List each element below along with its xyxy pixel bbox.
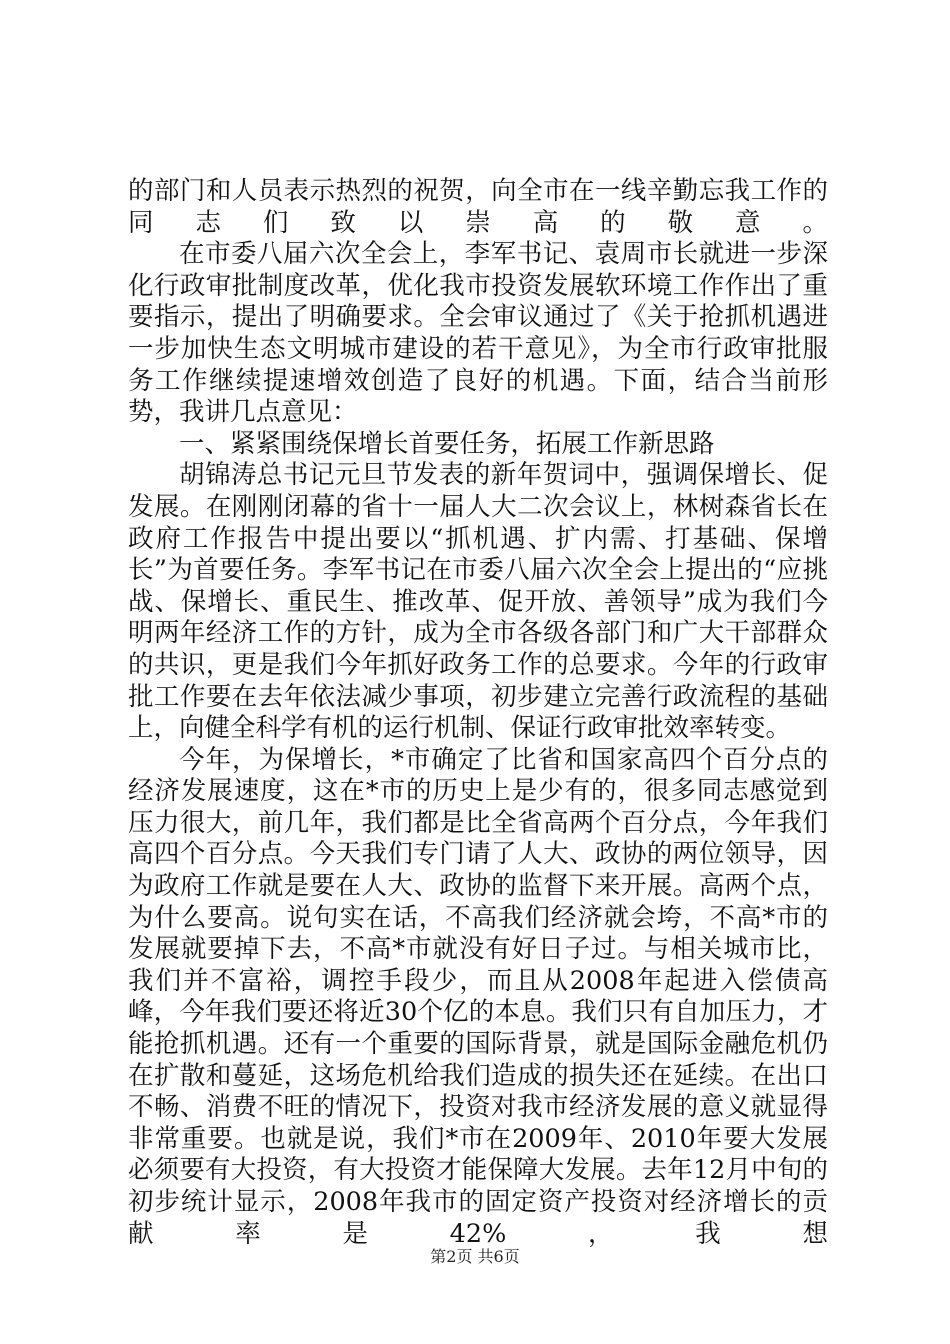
page-number-footer: 第2页 共6页 <box>430 1247 520 1266</box>
paragraph-3: 胡锦涛总书记元旦节发表的新年贺词中，强调保增长、促发展。在刚刚闭幕的省十一届人大二次会议上，林树森省长在政府工作报告中提出要以“抓机遇、扩内需、打基础、保增长”为首要任务。李军书记在市委八届六次全会上提出的“应挑战、保增长、重民生、推改革、促开放、善领导”成为我们今明两年经济工作的方针，成为全市各级各部门和广大干部群众的共识，更是我们今年抓好政务工作的总要求。今年的行政审批工作要在去年依法减少事项，初步建立完善行政流程的基础上，向健全科学有机的运行机制、保证行政审批效率转变。 <box>128 460 828 744</box>
paragraph-4: 今年，为保增长，*市确定了比省和国家高四个百分点的经济发展速度，这在*市的历史上是少有的，很多同志感觉到压力很大，前几年，我们都是比全省高两个百分点，今年我们高四个百分点。今天我们专门请了人大、政协的两位领导，因为政府工作就是要在人大、政协的监督下来开展。高两个点，为什么要高。说句实在话，不高我们经济就会垮，不高*市的发展就要掉下去，不高*市就没有好日子过。与相关城市比，我们并不富裕，调控手段少，而且从2008年起进入偿债高峰，今年我们要还将近30个亿的本息。我们只有自加压力，才能抢抓机遇。还有一个重要的国际背景，就是国际金融危机仍在扩散和蔓延，这场危机给我们造成的损失还在延续。在出口不畅、消费不旺的情况下，投资对我市经济发展的意义就显得非常重要。也就是说，我们*市在2009年、2010年要大发展必须要有大投资，有大投资才能保障大发展。去年12月中旬的初步统计显示，2008年我市的固定资产投资对经济增长的贡献率是42%，我想 <box>128 744 828 1249</box>
paragraph-2: 在市委八届六次全会上，李军书记、袁周市长就进一步深化行政审批制度改革，优化我市投资发展软环境工作作出了重要指示，提出了明确要求。全会审议通过了《关于抢抓机遇进一步加快生态文明城市建设的若干意见》，为全市行政审批服务工作继续提速增效创造了良好的机遇。下面，结合当前形势，我讲几点意见： <box>128 239 828 428</box>
section-heading-1: 一、紧紧围绕保增长首要任务，拓展工作新思路 <box>179 428 715 459</box>
paragraph-1: 的部门和人员表示热烈的祝贺，向全市在一线辛勤忘我工作的同志们致以崇高的敬意。 <box>128 176 828 238</box>
document-body <box>128 176 828 1250</box>
